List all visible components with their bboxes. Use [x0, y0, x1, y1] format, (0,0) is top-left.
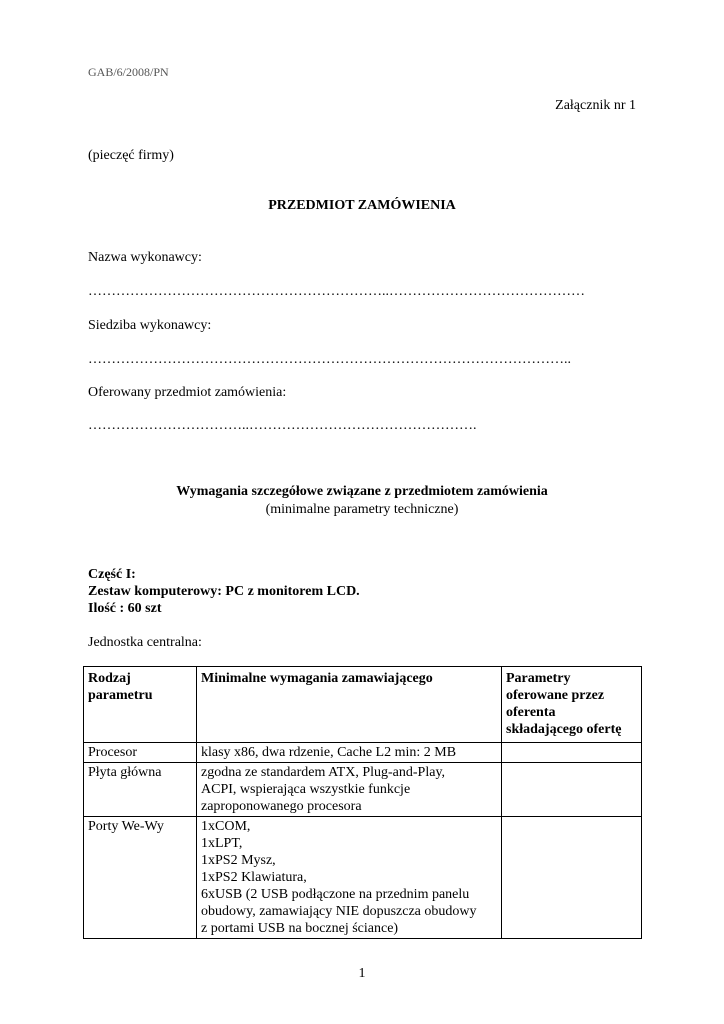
contractor-address-label: Siedziba wykonawcy:: [88, 318, 212, 333]
row-offered-cell[interactable]: [502, 763, 642, 817]
requirements-subheading: (minimalne parametry techniczne): [265, 502, 459, 517]
set-description: Zestaw komputerowy: PC z monitorem LCD.: [88, 584, 360, 599]
row-requirement: 1xCOM, 1xLPT, 1xPS2 Mysz, 1xPS2 Klawiatura, 6xUSB (2 USB podłączone na przednim panelu obudowy, zamawiający NIE dopuszcza obudowy z portami USB na bocznej ściance): [197, 817, 502, 939]
row-param: Porty We-Wy: [84, 817, 197, 939]
offered-item-field: ……………………………..………………………………………….: [88, 418, 477, 433]
contractor-name-field: ………………………………………………………..……………………………………: [88, 284, 585, 299]
unit-label: Jednostka centralna:: [88, 635, 202, 650]
row-requirement: zgodna ze standardem ATX, Plug-and-Play, ACPI, wspierająca wszystkie funkcje zaproponowanego procesora: [197, 763, 502, 817]
header-offered-parameters: Parametry oferowane przez oferenta składającego ofertę: [502, 667, 642, 743]
row-param: Płyta główna: [84, 763, 197, 817]
row-requirement: klasy x86, dwa rdzenie, Cache L2 min: 2 MB: [197, 743, 502, 763]
spec-table: [83, 666, 642, 939]
table-row: [84, 743, 642, 763]
header-parameter-type: Rodzaj parametru: [84, 667, 197, 743]
table-row: [84, 817, 642, 939]
requirements-heading: Wymagania szczegółowe związane z przedmiotem zamówienia: [176, 484, 548, 499]
row-offered-cell[interactable]: [502, 817, 642, 939]
table-header-row: [84, 667, 642, 743]
row-param: Procesor: [84, 743, 197, 763]
page-title: PRZEDMIOT ZAMÓWIENIA: [268, 198, 456, 213]
document-reference: GAB/6/2008/PN: [88, 65, 169, 79]
company-stamp-placeholder: (pieczęć firmy): [88, 148, 174, 163]
header-minimum-requirements: Minimalne wymagania zamawiającego: [197, 667, 502, 743]
part-label: Część I:: [88, 567, 136, 582]
row-offered-cell[interactable]: [502, 743, 642, 763]
offered-item-label: Oferowany przedmiot zamówienia:: [88, 385, 287, 400]
table-row: [84, 763, 642, 817]
page-number: 1: [358, 966, 366, 981]
quantity: Ilość : 60 szt: [88, 601, 162, 616]
annex-label: Załącznik nr 1: [555, 98, 636, 113]
contractor-name-label: Nazwa wykonawcy:: [88, 250, 202, 265]
contractor-address-field: …………………………………………………………………………………………..: [88, 352, 571, 367]
